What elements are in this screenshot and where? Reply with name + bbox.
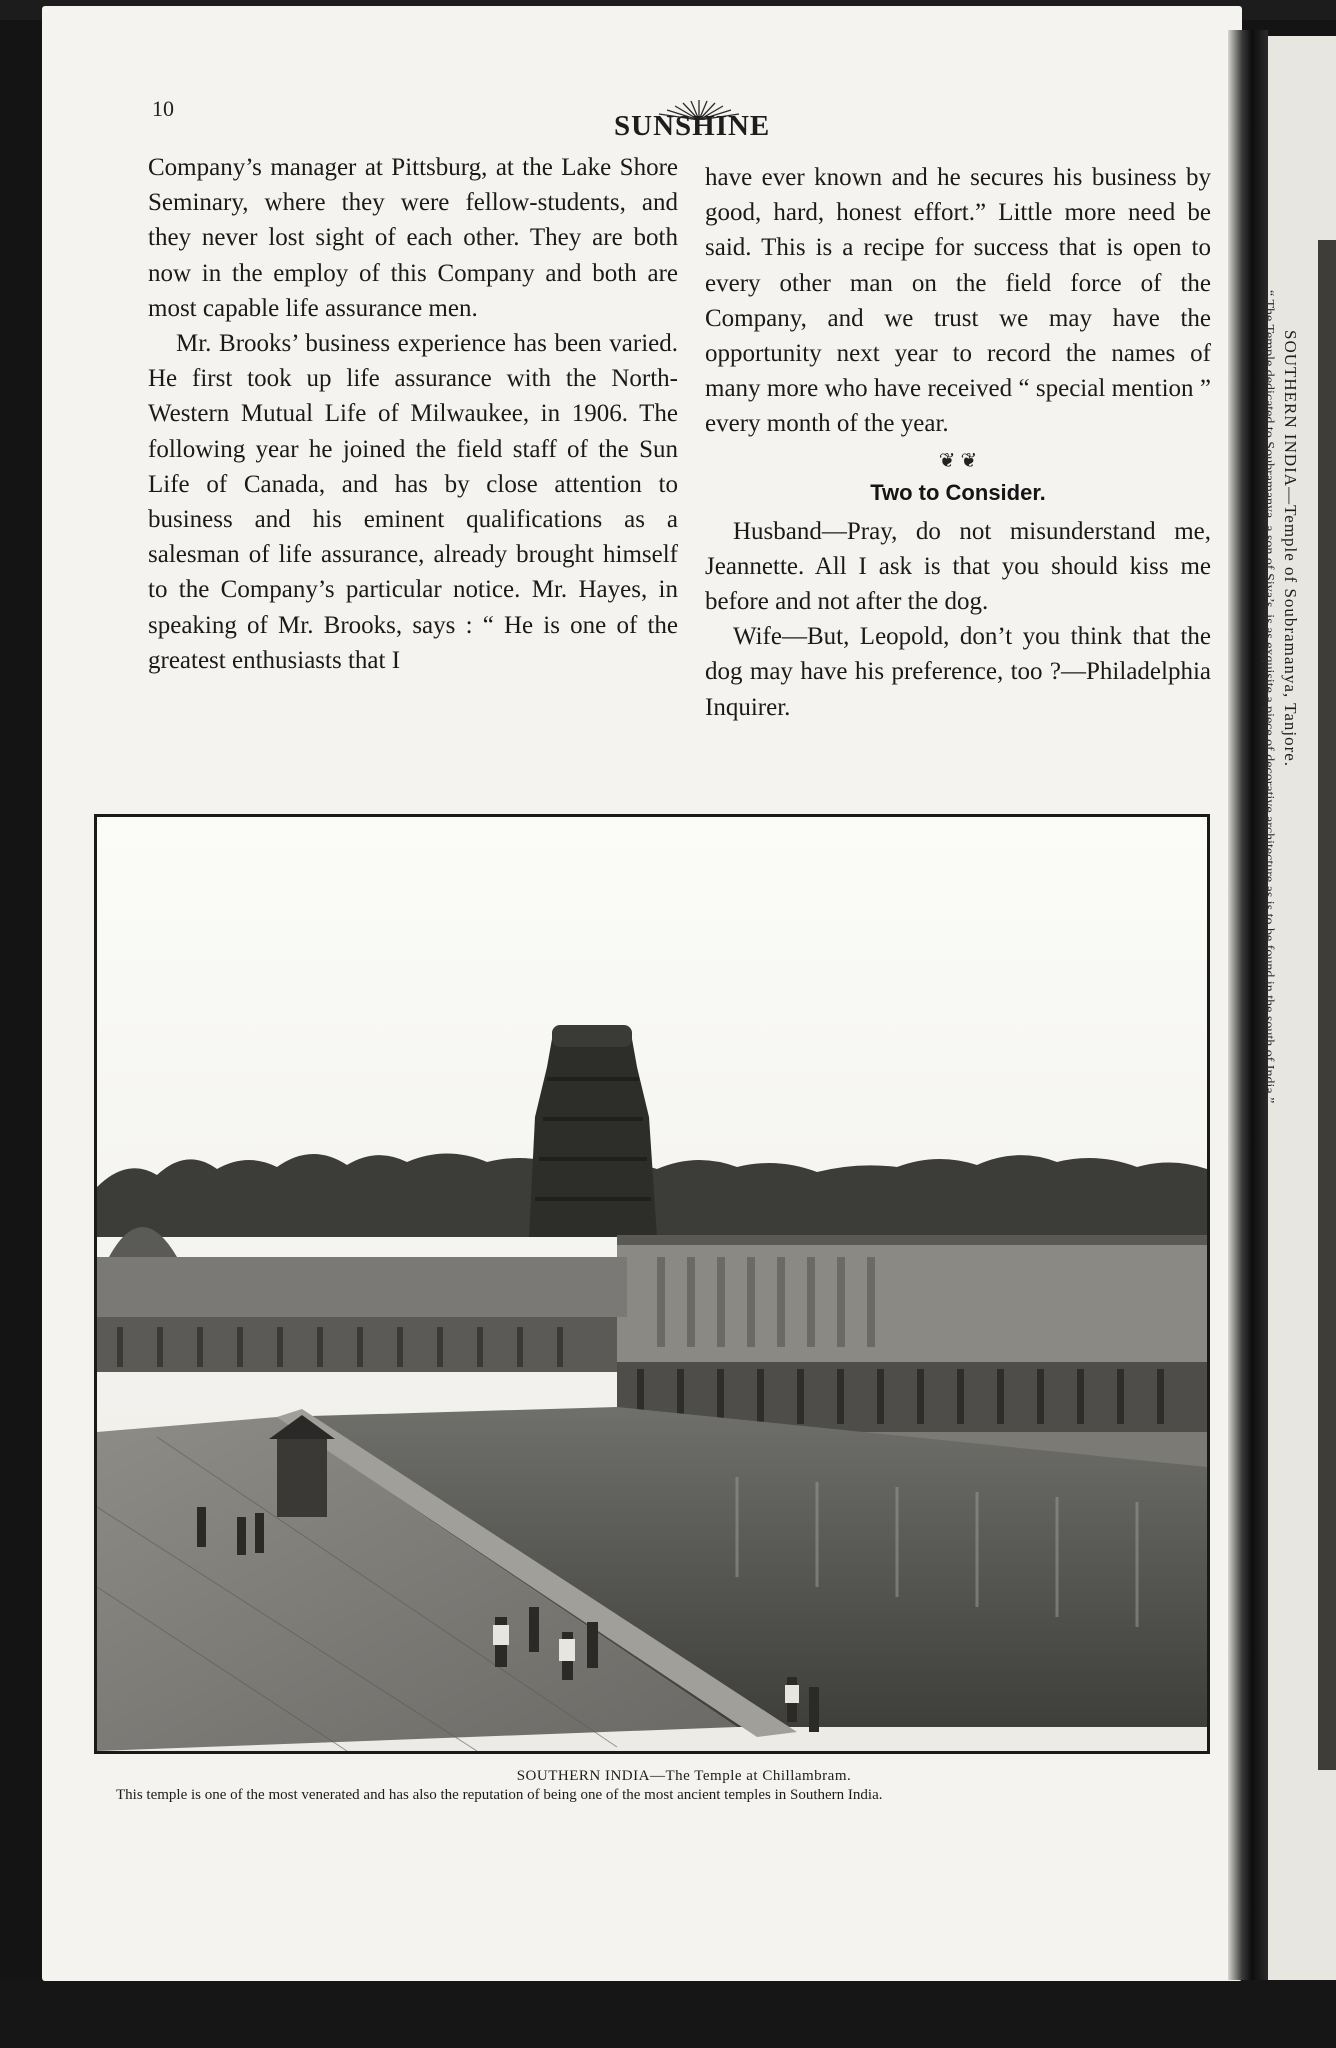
scan-bottom-edge bbox=[0, 1980, 1336, 2048]
temple-photograph bbox=[94, 814, 1210, 1754]
right-paragraph-1: have ever known and he secures his business by good, hard, honest effort.” Little more need be said. This is a recipe for success that is open to every other man on the field force of the Company, and we trust we may have the opportunity next year to record the names of many more who have received “ special mention ” every month of the year. bbox=[705, 164, 1211, 438]
right-column bbox=[705, 160, 1211, 725]
photo-title: SOUTHERN INDIA—The Temple at Chillambram. bbox=[516, 1768, 852, 1784]
left-column bbox=[148, 150, 678, 678]
ornament-divider: ❦ ❦ bbox=[938, 449, 978, 472]
temple-photo-image bbox=[97, 817, 1207, 1751]
right-paragraph-3: Wife—But, Leopold, don’t you think that the dog may have his preference, too ?—Philadelphia Inquirer. bbox=[705, 623, 1211, 721]
section-subhead: Two to Consider. bbox=[870, 479, 1046, 505]
page-number: 10 bbox=[152, 96, 174, 121]
facing-page-caption: “ The Temple dedicated to Soubramanya, a son of Siva’s, is as exquisite a piece of decorative architecture as is to be found in the south of India.” bbox=[1261, 290, 1276, 1104]
left-paragraph-2: Mr. Brooks’ business experience has been varied. He first took up life assurance with the North-Western Mutual Life of Milwaukee, in 1906. The following year he joined the field staff of the Sun Life of Canada, and has by close attention to business and his eminent qualifications as a salesman of life assurance, already brought himself to the Company’s particular notice. Mr. Hayes, in speaking of Mr. Brooks, says : “ He is one of the greatest enthusiasts that I bbox=[148, 330, 678, 674]
facing-page-title: SOUTHERN INDIA—Temple of Soubramanya, Tanjore. bbox=[1281, 330, 1300, 768]
right-paragraph-2: Husband—Pray, do not misunderstand me, Jeannette. All I ask is that you should kiss me before and not after the dog. bbox=[705, 517, 1211, 616]
left-paragraph-1: Company’s manager at Pittsburg, at the Lake Shore Seminary, where they were fellow-students, and they never lost sight of each other. They are both now in the employ of this Company and both are most capable life assurance men. bbox=[148, 154, 678, 322]
facing-page-text bbox=[1250, 290, 1300, 1790]
masthead-title: SUNSHINE bbox=[614, 110, 771, 142]
facing-page-photo-edge bbox=[1318, 240, 1336, 1770]
masthead bbox=[604, 98, 804, 144]
photo-caption: This temple is one of the most venerated and has also the reputation of being one of the most ancient temples in Southern India. bbox=[116, 1787, 883, 1803]
